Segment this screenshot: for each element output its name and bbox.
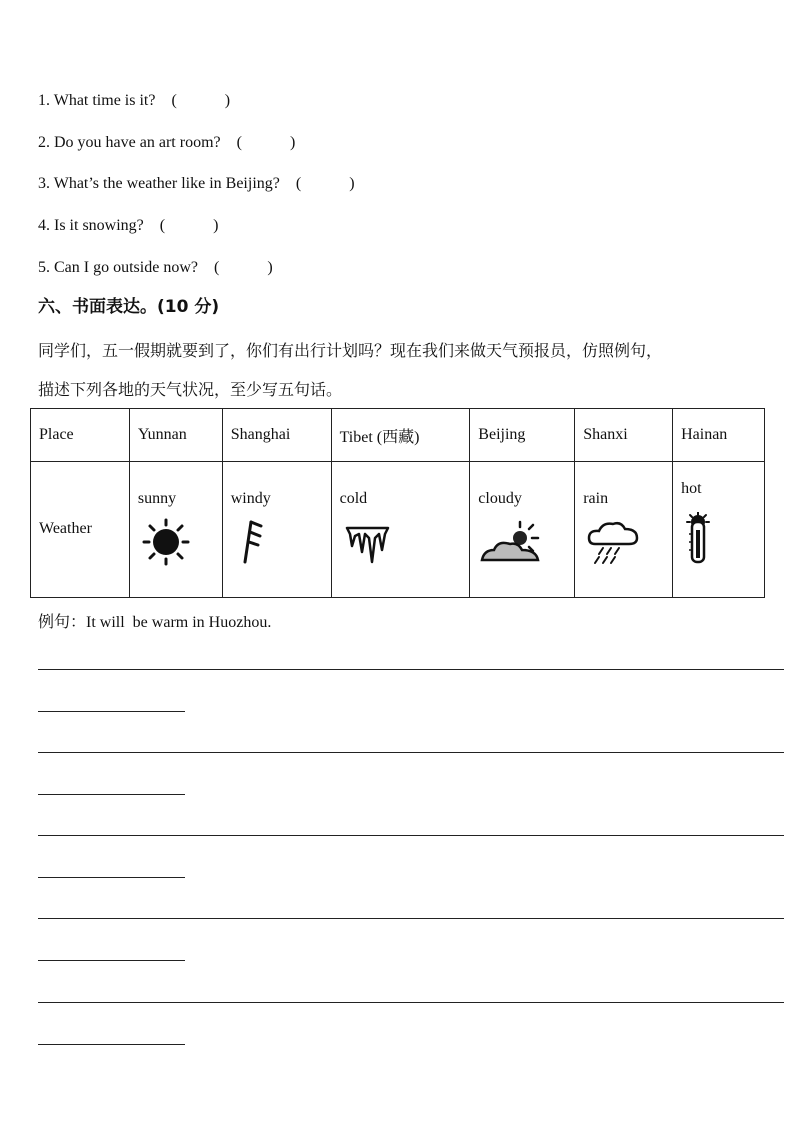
weather-cell-beijing [470, 462, 575, 598]
writing-line-3[interactable] [38, 835, 784, 836]
weather-sunny: sunny [137, 490, 177, 507]
question-1: 1. What time is it? ( ) [38, 92, 231, 109]
weather-cell-tibet [331, 462, 470, 598]
instructions-line-2: 描述下列各地的天气状况，至少写五句话。 [38, 380, 343, 399]
weather-hot: hot [681, 480, 702, 497]
instructions-line-1: 同学们，五一假期就要到了，你们有出行计划吗？现在我们来做天气预报员，仿照例句， [38, 341, 663, 360]
place-beijing: Beijing [470, 409, 575, 462]
weather-label-cell [31, 462, 130, 598]
place-tibet: Tibet (西藏) [331, 409, 470, 462]
weather-row [31, 462, 765, 598]
weather-cloudy: cloudy [478, 490, 522, 507]
writing-line-1-end[interactable] [38, 711, 185, 712]
weather-cell-yunnan [129, 462, 222, 598]
question-5: 5. Can I go outside now? ( ) [38, 259, 273, 276]
writing-line-2[interactable] [38, 752, 784, 753]
weather-table [30, 408, 765, 598]
place-yunnan: Yunnan [129, 409, 222, 462]
weather-windy: windy [230, 490, 271, 507]
writing-line-5[interactable] [38, 1002, 784, 1003]
question-2: 2. Do you have an art room? ( ) [38, 134, 296, 151]
thermometer-icon [681, 512, 721, 568]
question-4: 4. Is it snowing? ( ) [38, 217, 219, 234]
example-label: 例句： [38, 612, 87, 631]
weather-label: Weather [39, 520, 92, 537]
question-3: 3. What’s the weather like in Beijing? ( ) [38, 175, 355, 192]
weather-cold: cold [339, 490, 368, 507]
writing-line-4-end[interactable] [38, 960, 185, 961]
weather-cell-shanghai [222, 462, 331, 598]
sun-icon [140, 516, 196, 568]
place-shanghai: Shanghai [222, 409, 331, 462]
place-row [31, 409, 765, 462]
icicle-icon [344, 516, 394, 568]
weather-cell-hainan [673, 462, 765, 598]
writing-line-1[interactable] [38, 669, 784, 670]
writing-line-5-end[interactable] [38, 1044, 185, 1045]
example-text: It will be warm in Huozhou. [86, 614, 272, 631]
writing-line-4[interactable] [38, 918, 784, 919]
place-shanxi: Shanxi [575, 409, 673, 462]
place-hainan: Hainan [673, 409, 765, 462]
example-sentence [38, 609, 271, 632]
rain-cloud-icon [583, 516, 643, 568]
wind-icon [231, 516, 271, 568]
place-label: Place [31, 409, 130, 462]
section-title: 六、书面表达。(10 分) [38, 297, 220, 317]
weather-cell-shanxi [575, 462, 673, 598]
writing-line-3-end[interactable] [38, 877, 185, 878]
cloud-sun-icon [478, 516, 550, 568]
weather-rain: rain [583, 490, 609, 507]
writing-line-2-end[interactable] [38, 794, 185, 795]
